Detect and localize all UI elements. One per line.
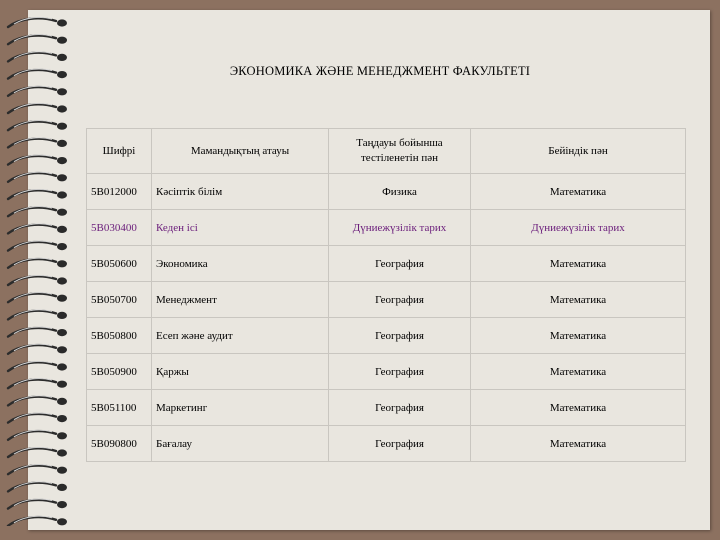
cell-specialty-name: Кеден ісі [152, 210, 329, 246]
cell-elective-subject: География [329, 426, 471, 462]
table-row [87, 318, 686, 354]
cell-specialty-name: Экономика [152, 246, 329, 282]
page-title: ЭКОНОМИКА ЖӘНЕ МЕНЕДЖМЕНТ ФАКУЛЬТЕТІ [229, 64, 531, 78]
cell-elective-subject: Физика [329, 174, 471, 210]
cell-elective-subject: География [329, 390, 471, 426]
cell-code: 5В050800 [87, 318, 152, 354]
cell-specialty-name: Есеп және аудит [152, 318, 329, 354]
cell-elective-subject: Дүниежүзілік тарих [329, 210, 471, 246]
cell-profile-subject: Математика [471, 282, 686, 318]
cell-code: 5В051100 [87, 390, 152, 426]
cell-specialty-name: Маркетинг [152, 390, 329, 426]
cell-elective-subject: География [329, 246, 471, 282]
table-header-row [87, 129, 686, 174]
cell-elective-subject: География [329, 354, 471, 390]
cell-profile-subject: Математика [471, 390, 686, 426]
cell-elective-subject: География [329, 318, 471, 354]
cell-code: 5В050900 [87, 354, 152, 390]
cell-profile-subject: Дүниежүзілік тарих [471, 210, 686, 246]
table-row [87, 210, 686, 246]
cell-elective-subject: География [329, 282, 471, 318]
header-profile-subject: Бейіндік пән [471, 129, 686, 174]
header-code: Шифрі [87, 129, 152, 174]
cell-profile-subject: Математика [471, 174, 686, 210]
cell-code: 5В050700 [87, 282, 152, 318]
table-row [87, 354, 686, 390]
cell-specialty-name: Қаржы [152, 354, 329, 390]
table-row [87, 390, 686, 426]
table-row [87, 174, 686, 210]
table-row [87, 282, 686, 318]
cell-code: 5В090800 [87, 426, 152, 462]
cell-code: 5В030400 [87, 210, 152, 246]
table-row [87, 246, 686, 282]
cell-profile-subject: Математика [471, 354, 686, 390]
cell-profile-subject: Математика [471, 318, 686, 354]
cell-profile-subject: Математика [471, 246, 686, 282]
table-row [87, 426, 686, 462]
cell-profile-subject: Математика [471, 426, 686, 462]
header-specialty-name: Мамандықтың атауы [152, 129, 329, 174]
cell-specialty-name: Менеджмент [152, 282, 329, 318]
cell-specialty-name: Кәсіптік білім [152, 174, 329, 210]
cell-code: 5В012000 [87, 174, 152, 210]
header-elective-subject: Таңдауы бойынша тестіленетін пән [329, 129, 471, 174]
cell-specialty-name: Бағалау [152, 426, 329, 462]
specialties-table [86, 128, 686, 462]
cell-code: 5В050600 [87, 246, 152, 282]
